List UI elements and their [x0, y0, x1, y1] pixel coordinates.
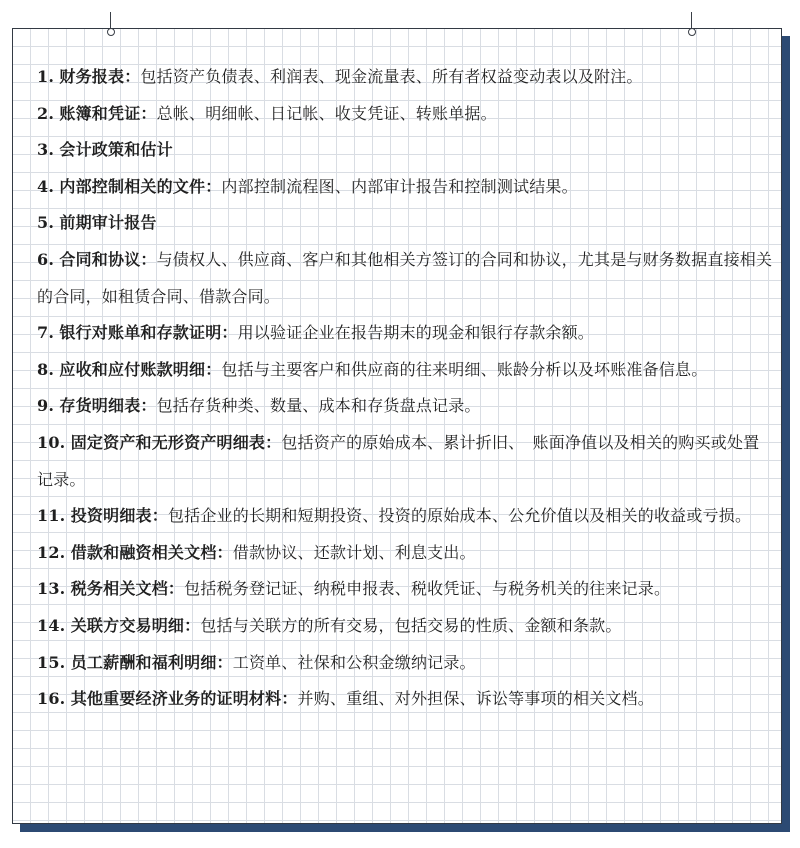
item-title: 前期审计报告	[59, 213, 157, 233]
item-title: 账簿和凭证：	[59, 103, 157, 123]
item-number: 6.	[37, 249, 55, 269]
pin-right-icon	[688, 12, 696, 36]
item-title: 借款和融资相关文档：	[70, 542, 233, 562]
item-title: 存货明细表：	[59, 396, 157, 416]
item-number: 10.	[37, 432, 66, 452]
list-item	[37, 96, 775, 133]
list-item	[37, 535, 775, 572]
item-body: 用以验证企业在报告期末的现金和银行存款余额。	[237, 323, 595, 343]
item-body: 并购、重组、对外担保、诉讼等事项的相关文档。	[297, 689, 654, 709]
item-body: 包括资产的原始成本、累计折旧、 账面净值以及相关的购买或处置记录。	[37, 432, 760, 489]
item-title: 应收和应付账款明细：	[59, 359, 222, 379]
item-number: 8.	[37, 359, 55, 379]
item-number: 7.	[37, 323, 55, 343]
item-body: 包括税务登记证、纳税申报表、税收凭证、与税务机关的往来记录。	[184, 579, 671, 599]
item-body: 包括与主要客户和供应商的往来明细、账龄分析以及坏账准备信息。	[221, 359, 708, 379]
list-item	[37, 388, 775, 425]
pin-left-icon	[107, 12, 115, 36]
item-number: 1.	[37, 67, 55, 86]
item-body: 与债权人、供应商、客户和其他相关方签订的合同和协议，尤其是与财务数据直接相关的合同，如租赁合同、借款合同。	[37, 249, 773, 306]
list-item	[37, 59, 775, 96]
document-card	[12, 28, 782, 824]
item-number: 14.	[37, 615, 66, 635]
list-item	[37, 205, 775, 242]
item-number: 9.	[37, 396, 55, 416]
item-title: 内部控制相关的文件：	[59, 176, 222, 196]
list-item	[37, 169, 775, 206]
list-item	[37, 315, 775, 352]
item-number: 15.	[37, 652, 66, 672]
item-number: 5.	[37, 213, 55, 233]
list-item	[37, 498, 775, 535]
item-title: 会计政策和估计	[59, 140, 173, 160]
item-body: 工资单、社保和公积金缴纳记录。	[232, 652, 476, 672]
document-list	[37, 59, 775, 718]
item-number: 12.	[37, 542, 66, 562]
item-title: 其他重要经济业务的证明材料：	[70, 689, 298, 709]
item-title: 税务相关文档：	[70, 579, 185, 599]
item-number: 2.	[37, 103, 55, 123]
list-item	[37, 608, 775, 645]
item-body: 包括与关联方的所有交易，包括交易的性质、金额和条款。	[200, 615, 622, 635]
item-title: 合同和协议：	[59, 249, 157, 269]
item-title: 关联方交易明细：	[70, 615, 201, 635]
item-body: 内部控制流程图、内部审计报告和控制测试结果。	[221, 176, 578, 196]
item-number: 13.	[37, 579, 66, 599]
list-item	[37, 242, 775, 315]
list-item	[37, 645, 775, 682]
item-body: 包括企业的长期和短期投资、投资的原始成本、公允价值以及相关的收益或亏损。	[167, 506, 752, 526]
list-item	[37, 571, 775, 608]
item-title: 财务报表：	[59, 67, 141, 86]
item-number: 16.	[37, 689, 66, 709]
item-title: 员工薪酬和福利明细：	[70, 652, 233, 672]
list-item	[37, 132, 775, 169]
item-number: 3.	[37, 140, 55, 160]
item-number: 11.	[37, 506, 66, 526]
item-number: 4.	[37, 176, 55, 196]
item-title: 固定资产和无形资产明细表：	[70, 432, 282, 452]
list-item	[37, 352, 775, 389]
item-body: 借款协议、还款计划、利息支出。	[232, 542, 476, 562]
item-body: 总帐、明细帐、日记帐、收支凭证、转账单据。	[156, 103, 497, 123]
item-body: 包括资产负债表、利润表、现金流量表、所有者权益变动表以及附注。	[140, 67, 643, 86]
item-title: 银行对账单和存款证明：	[59, 323, 238, 343]
list-item	[37, 681, 775, 718]
list-item	[37, 425, 775, 498]
item-title: 投资明细表：	[70, 506, 168, 526]
item-body: 包括存货种类、数量、成本和存货盘点记录。	[156, 396, 481, 416]
